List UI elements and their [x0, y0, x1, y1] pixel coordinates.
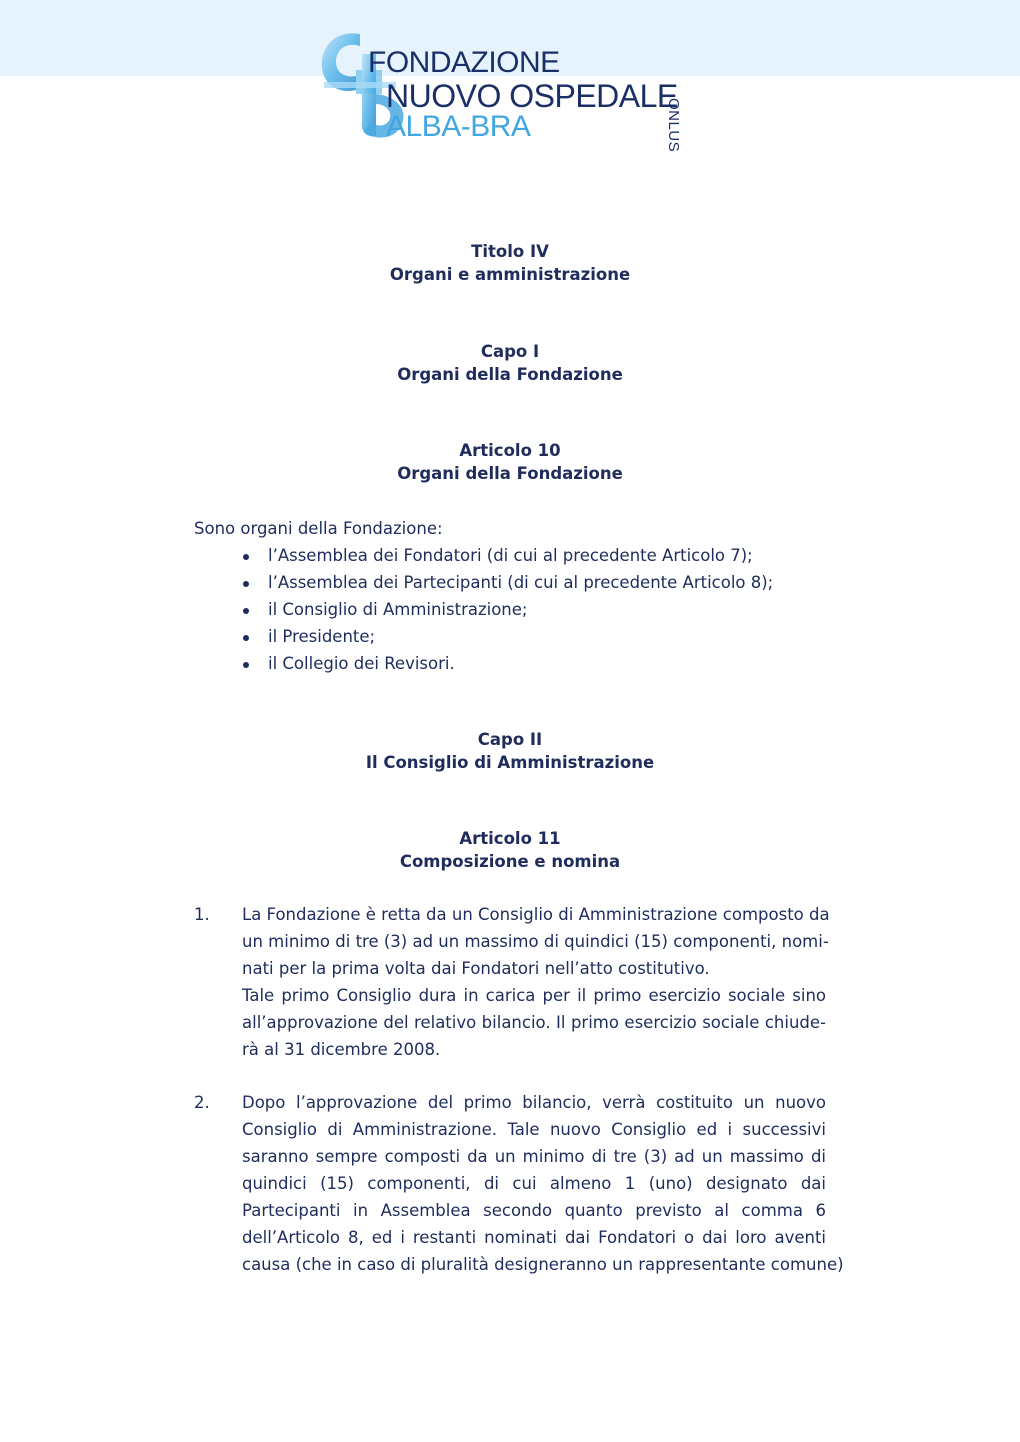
list-item: l’Assemblea dei Partecipanti (di cui al precedente Articolo 8); — [242, 569, 773, 596]
art10-title: Organi della Fondazione — [397, 464, 623, 483]
paragraph-body — [242, 901, 830, 1063]
logo-text-onlus: ONLUS — [665, 98, 682, 153]
capo1-title: Organi della Fondazione — [397, 365, 623, 384]
list-item: il Collegio dei Revisori. — [242, 650, 773, 677]
paragraph-line: Dopo l’approvazione del primo bilancio, verrà costituito un nuovo — [242, 1093, 826, 1112]
paragraph-line: nati per la prima volta dai Fondatori nell’atto costitutivo. — [242, 959, 710, 978]
art10-label: Articolo 10 — [459, 441, 561, 460]
paragraph-line: Consiglio di Amministrazione. Tale nuovo Consiglio ed i successivi — [242, 1120, 826, 1139]
paragraph-number: 1. — [194, 905, 210, 924]
paragraph-line: Partecipanti in Assemblea secondo quanto previsto al comma 6 — [242, 1201, 826, 1220]
paragraph-number: 2. — [194, 1093, 210, 1112]
capo2-title: Il Consiglio di Amministrazione — [365, 753, 655, 772]
art10-organ-list — [242, 542, 773, 677]
paragraph-line: saranno sempre composti da un minimo di tre (3) ad un massimo di — [242, 1147, 826, 1166]
paragraph-line: un minimo di tre (3) ad un massimo di quindici (15) componenti, nomi- — [242, 932, 829, 951]
paragraph-line: dell’Articolo 8, ed i restanti nominati dai Fondatori o dai loro aventi — [242, 1228, 826, 1247]
capo2-label: Capo II — [477, 730, 543, 749]
titolo-label: Titolo IV — [471, 242, 549, 261]
bullet-icon — [243, 581, 249, 587]
bullet-icon — [243, 635, 249, 641]
art11-title: Composizione e nomina — [399, 852, 621, 871]
paragraph-line: La Fondazione è retta da un Consiglio di Amministrazione composto da — [242, 905, 830, 924]
titolo-title: Organi e amministrazione — [389, 265, 631, 284]
capo1-label: Capo I — [480, 342, 540, 361]
art10-intro: Sono organi della Fondazione: — [194, 519, 443, 538]
bullet-icon — [243, 662, 249, 668]
capo1-heading — [0, 340, 1020, 386]
list-item: il Consiglio di Amministrazione; — [242, 596, 773, 623]
paragraph-line: causa (che in caso di pluralità designeranno un rappresentante comune) — [242, 1255, 844, 1274]
capo2-heading — [0, 728, 1020, 774]
paragraph-line: Tale primo Consiglio dura in carica per il primo esercizio sociale sino — [242, 986, 826, 1005]
art10-heading — [0, 439, 1020, 485]
list-item: l’Assemblea dei Fondatori (di cui al precedente Articolo 7); — [242, 542, 773, 569]
list-item: il Presidente; — [242, 623, 773, 650]
paragraph-line: all’approvazione del relativo bilancio. Il primo esercizio sociale chiude- — [242, 1013, 826, 1032]
bullet-icon — [243, 608, 249, 614]
logo-text-alba-bra: ALBA-BRA — [386, 110, 531, 143]
logo-text-nuovo-ospedale: NUOVO OSPEDALE — [386, 78, 678, 114]
fondazione-logo — [316, 24, 716, 153]
art11-heading — [0, 827, 1020, 873]
art11-label: Articolo 11 — [459, 829, 561, 848]
paragraph-line: quindici (15) componenti, di cui almeno 1 (uno) designato dai — [242, 1174, 826, 1193]
paragraph-body — [242, 1089, 844, 1278]
logo-text-fondazione: FONDAZIONE — [368, 46, 560, 79]
titolo-heading — [0, 240, 1020, 286]
paragraph-line: rà al 31 dicembre 2008. — [242, 1040, 441, 1059]
bullet-icon — [243, 554, 249, 560]
